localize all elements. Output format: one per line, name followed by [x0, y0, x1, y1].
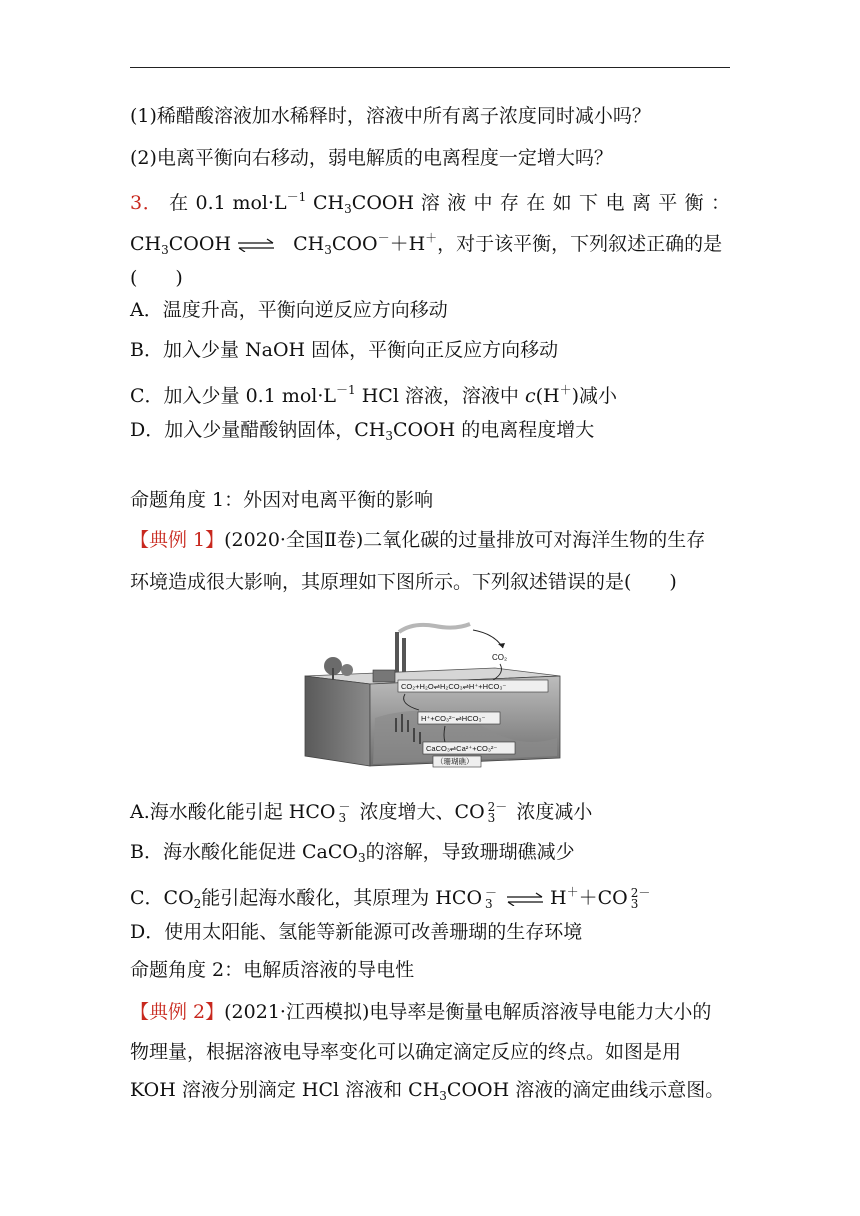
example-1-option-a: A.海水酸化能引起 HCO － 3 浓度增大、CO 2－ 3 浓度减小 [130, 800, 593, 825]
ocean-acidification-diagram [295, 618, 565, 778]
equilibrium-arrow-icon [506, 892, 544, 906]
question-3-equation: $CH_3COOH$ $CH_3COO^-+H^+$，对于该平衡，下列叙述正确的是 [130, 231, 723, 257]
co2-label: CO₂ [492, 653, 508, 662]
example-2-line-3: KOH 溶液分别滴定 HCl 溶液和 $CH_3COOH$ 溶液的滴定曲线示意图。 [130, 1079, 725, 1103]
example-2-line-1: 【典例 2】(2021·江西模拟)电导率是衡量电解质溶液导电能力大小的 [130, 1001, 712, 1023]
example-2-tag: 【典例 2】 [130, 1001, 225, 1023]
example-2-line-2: 物理量，根据溶液电导率变化可以确定滴定反应的终点。如图是用 [130, 1041, 682, 1063]
question-dilution: (1)稀醋酸溶液加水稀释时，溶液中所有离子浓度同时减小吗？ [130, 105, 651, 127]
option-b: B．加入少量 NaOH 固体，平衡向正反应方向移动 [130, 339, 559, 361]
diagram-equation-3: CaCO₃⇌Ca²⁺+CO₃²⁻ [426, 744, 498, 753]
example-1-option-c: C．$CO_2$能引起海水酸化，其原理为 HCO － 3 H＋＋CO 2－ 3 [130, 885, 651, 911]
example-1-line-2: 环境造成很大影响，其原理如下图所示。下列叙述错误的是( ) [130, 571, 677, 593]
example-1-line-1: 【典例 1】(2020·全国Ⅱ卷)二氧化碳的过量排放可对海洋生物的生存 [130, 529, 706, 551]
diagram-equation-2: H⁺+CO₃²⁻⇌HCO₃⁻ [421, 714, 486, 723]
section-angle-2: 命题角度 2：电解质溶液的导电性 [130, 959, 415, 981]
answer-blank: ( ) [130, 267, 183, 289]
equilibrium-arrow-icon [237, 238, 275, 252]
question-equilibrium-shift: (2)电离平衡向右移动，弱电解质的电离程度一定增大吗？ [130, 147, 613, 169]
example-1-option-b: B．海水酸化能促进 CaCO$_3$的溶解，导致珊瑚礁减少 [130, 841, 575, 865]
example-1-option-d: D．使用太阳能、氢能等新能源可改善珊瑚的生存环境 [130, 921, 583, 943]
question-number: 3． [130, 192, 163, 214]
option-a: A．温度升高，平衡向逆反应方向移动 [130, 299, 448, 321]
option-d: D．加入少量醋酸钠固体，$CH_3COOH$ 的电离程度增大 [130, 419, 595, 443]
header-rule [130, 67, 730, 68]
section-angle-1: 命题角度 1：外因对电离平衡的影响 [130, 489, 434, 511]
option-c: C．加入少量 0.1 $mol\cdot L^{-1}$ HCl 溶液，溶液中 c(H＋)减小 [130, 383, 618, 407]
diagram-equation-1: CO₂+H₂O⇌H₂CO₃⇌H⁺+HCO₃⁻ [401, 682, 507, 691]
example-1-tag: 【典例 1】 [130, 529, 225, 551]
diagram-reef-label: （珊瑚礁） [436, 757, 474, 766]
question-3-stem: 3． 在 0.1 $mol\cdot L^{-1}$ $CH_3COOH$ 溶 液 中 存 在 如 下 电 离 平 衡 ： [130, 190, 730, 216]
